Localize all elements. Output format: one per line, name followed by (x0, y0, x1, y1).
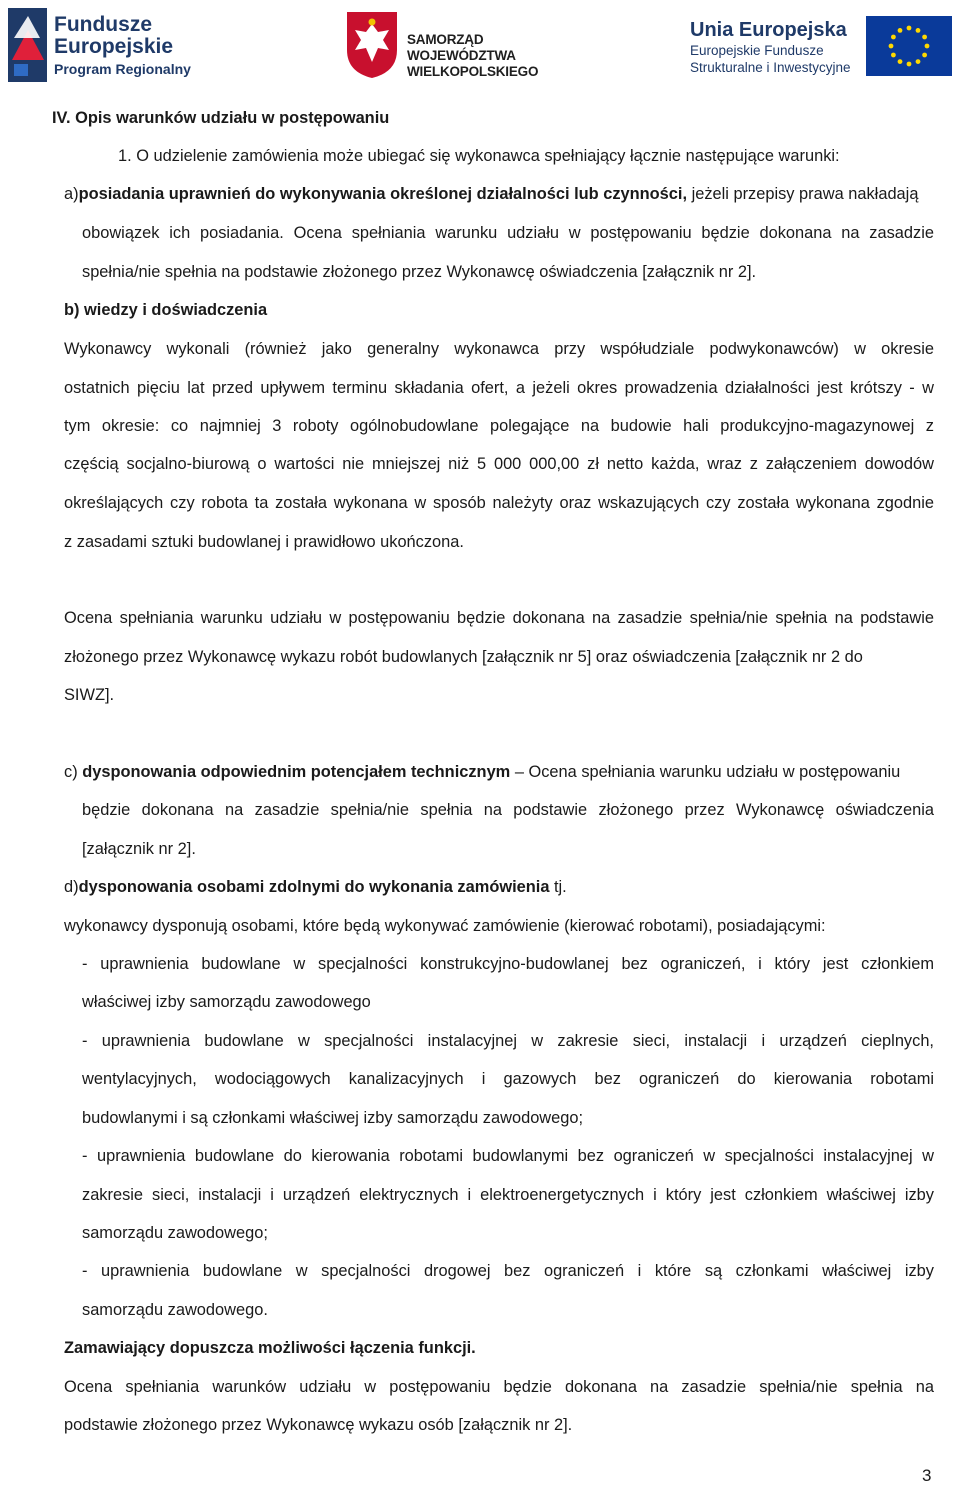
item-a-line2: obowiązek ich posiadania. Ocena spełniania warunku udziału w postępowaniu będzie dokonana na zasadzie (82, 224, 934, 242)
requirement-line: wentylacyjnych, wodociągowych kanalizacyjnych i gazowych bez ograniczeń do kierowania robotami (82, 1070, 934, 1088)
item-b-heading: b) wiedzy i doświadczenia (64, 301, 268, 319)
item-b-ocena-line: SIWZ]. (64, 686, 115, 704)
item-a-prefix: a) (64, 185, 79, 203)
eu-flag-icon (866, 16, 952, 76)
requirement-line: - uprawnienia budowlane w specjalności konstrukcyjno-budowlanej bez ograniczeń, i który jest członkiem (82, 955, 934, 973)
item-c-bold: dysponowania odpowiednim potencjałem technicznym (82, 763, 511, 781)
intro-line: 1. O udzielenie zamówienia może ubiegać się wykonawca spełniający łącznie następujące warunki: (118, 147, 840, 165)
item-a-bold: posiadania uprawnień do wykonywania określonej działalności lub czynności, (78, 185, 688, 203)
ue-logo-line3: Strukturalne i Inwestycyjne (690, 60, 851, 75)
item-b-line: tym okresie: co najmniej 3 roboty ogólnobudowlane polegające na budowie hali produkcyjno-magazynowej z (64, 417, 934, 435)
requirement-line: samorządu zawodowego; (82, 1224, 268, 1242)
ue-logo-text (690, 18, 851, 76)
ue-logo-line1: Unia Europejska (690, 19, 847, 41)
item-a-rest: jeżeli przepisy prawa nakładają (687, 185, 919, 203)
samorzad-wojewodztwa-logo (345, 8, 545, 82)
item-c-line3: [załącznik nr 2]. (82, 840, 196, 858)
requirement-line: zakresie sieci, instalacji i urządzeń elektrycznych i elektroenergetycznych i który jest członkiem właściwej izby (82, 1186, 934, 1204)
eagle-crest-icon (345, 10, 399, 80)
item-c-rest: – Ocena spełniania warunku udziału w postępowaniu (510, 763, 901, 781)
item-d-line1 (64, 877, 567, 897)
sw-logo-line2: WIELKOPOLSKIEGO (407, 64, 539, 79)
item-d-prefix: d) (64, 878, 79, 896)
unia-europejska-logo (690, 8, 952, 82)
page-number: 3 (922, 1466, 932, 1485)
sw-logo-line1: SAMORZĄD WOJEWÓDZTWA (407, 32, 516, 63)
item-b-line: z zasadami sztuki budowlanej i prawidłowo ukończona. (64, 533, 464, 551)
fe-logo-line2: Europejskie (54, 35, 174, 58)
item-c-prefix: c) (64, 763, 78, 781)
fe-logo-line1: Fundusze (54, 13, 152, 36)
requirement-line: - uprawnienia budowlane w specjalności drogowej bez ograniczeń i które są członkami właściwej izby (82, 1262, 934, 1280)
item-d-rest: tj. (549, 878, 567, 896)
item-a-line3: spełnia/nie spełnia na podstawie złożonego przez Wykonawcę oświadczenia [załącznik nr 2]. (82, 263, 757, 281)
fe-logo-line3: Program Regionalny (54, 61, 191, 77)
requirement-line: - uprawnienia budowlane do kierowania robotami budowlanymi bez ograniczeń w specjalności instalacyjnej w (82, 1147, 934, 1165)
laczenie-funkcji-note: Zamawiający dopuszcza możliwości łączenia funkcji. (64, 1339, 476, 1357)
sw-logo-text (407, 32, 545, 80)
fundusze-europejskie-logo (8, 8, 198, 82)
item-b-ocena-line: złożonego przez Wykonawcę wykazu robót budowlanych [załącznik nr 5] oraz oświadczenia [załącznik nr 2 do (64, 648, 863, 666)
item-b-line: ostatnich pięciu lat przed upływem terminu składania ofert, a jeżeli okres prowadzenia działalności jest krótszy - w (64, 379, 934, 397)
section-title: IV. Opis warunków udziału w postępowaniu (52, 109, 390, 127)
final-line: Ocena spełniania warunków udziału w postępowaniu będzie dokonana na zasadzie spełnia/nie spełnia na (64, 1378, 934, 1396)
item-a-line1 (64, 184, 918, 204)
item-c-line1 (64, 762, 900, 782)
item-b-line: określających czy robota ta została wykonana w sposób należyty oraz wskazujących czy została wykonana zgodnie (64, 494, 934, 512)
ue-logo-line2: Europejskie Fundusze (690, 43, 824, 58)
item-d-intro: wykonawcy dysponują osobami, które będą wykonywać zamówienie (kierować robotami), posiadającymi: (64, 917, 826, 935)
fe-star-mark-icon (8, 8, 47, 82)
item-b-ocena-line: Ocena spełniania warunku udziału w postępowaniu będzie dokonana na zasadzie spełnia/nie spełnia na podstawie (64, 609, 934, 627)
item-b-line: Wykonawcy wykonali (również jako generalny wykonawca przy współudziale podwykonawców) w okresie (64, 340, 934, 358)
requirement-line: właściwej izby samorządu zawodowego (82, 993, 371, 1011)
item-b-line: częścią socjalno-biurową o wartości nie mniejszej niż 5 000 000,00 zł netto każda, wraz z załączeniem dowodów (64, 455, 934, 473)
item-d-bold: dysponowania osobami zdolnymi do wykonania zamówienia (78, 878, 550, 896)
final-line: podstawie złożonego przez Wykonawcę wykazu osób [załącznik nr 2]. (64, 1416, 573, 1434)
fe-logo-text (54, 14, 191, 78)
requirement-line: - uprawnienia budowlane w specjalności instalacyjnej w zakresie sieci, instalacji i urządzeń cieplnych, (82, 1032, 934, 1050)
requirement-line: samorządu zawodowego. (82, 1301, 268, 1319)
requirement-line: budowlanymi i są członkami właściwej izby samorządu zawodowego; (82, 1109, 584, 1127)
item-c-line2: będzie dokonana na zasadzie spełnia/nie spełnia na podstawie złożonego przez Wykonawcę oświadczenia (82, 801, 934, 819)
